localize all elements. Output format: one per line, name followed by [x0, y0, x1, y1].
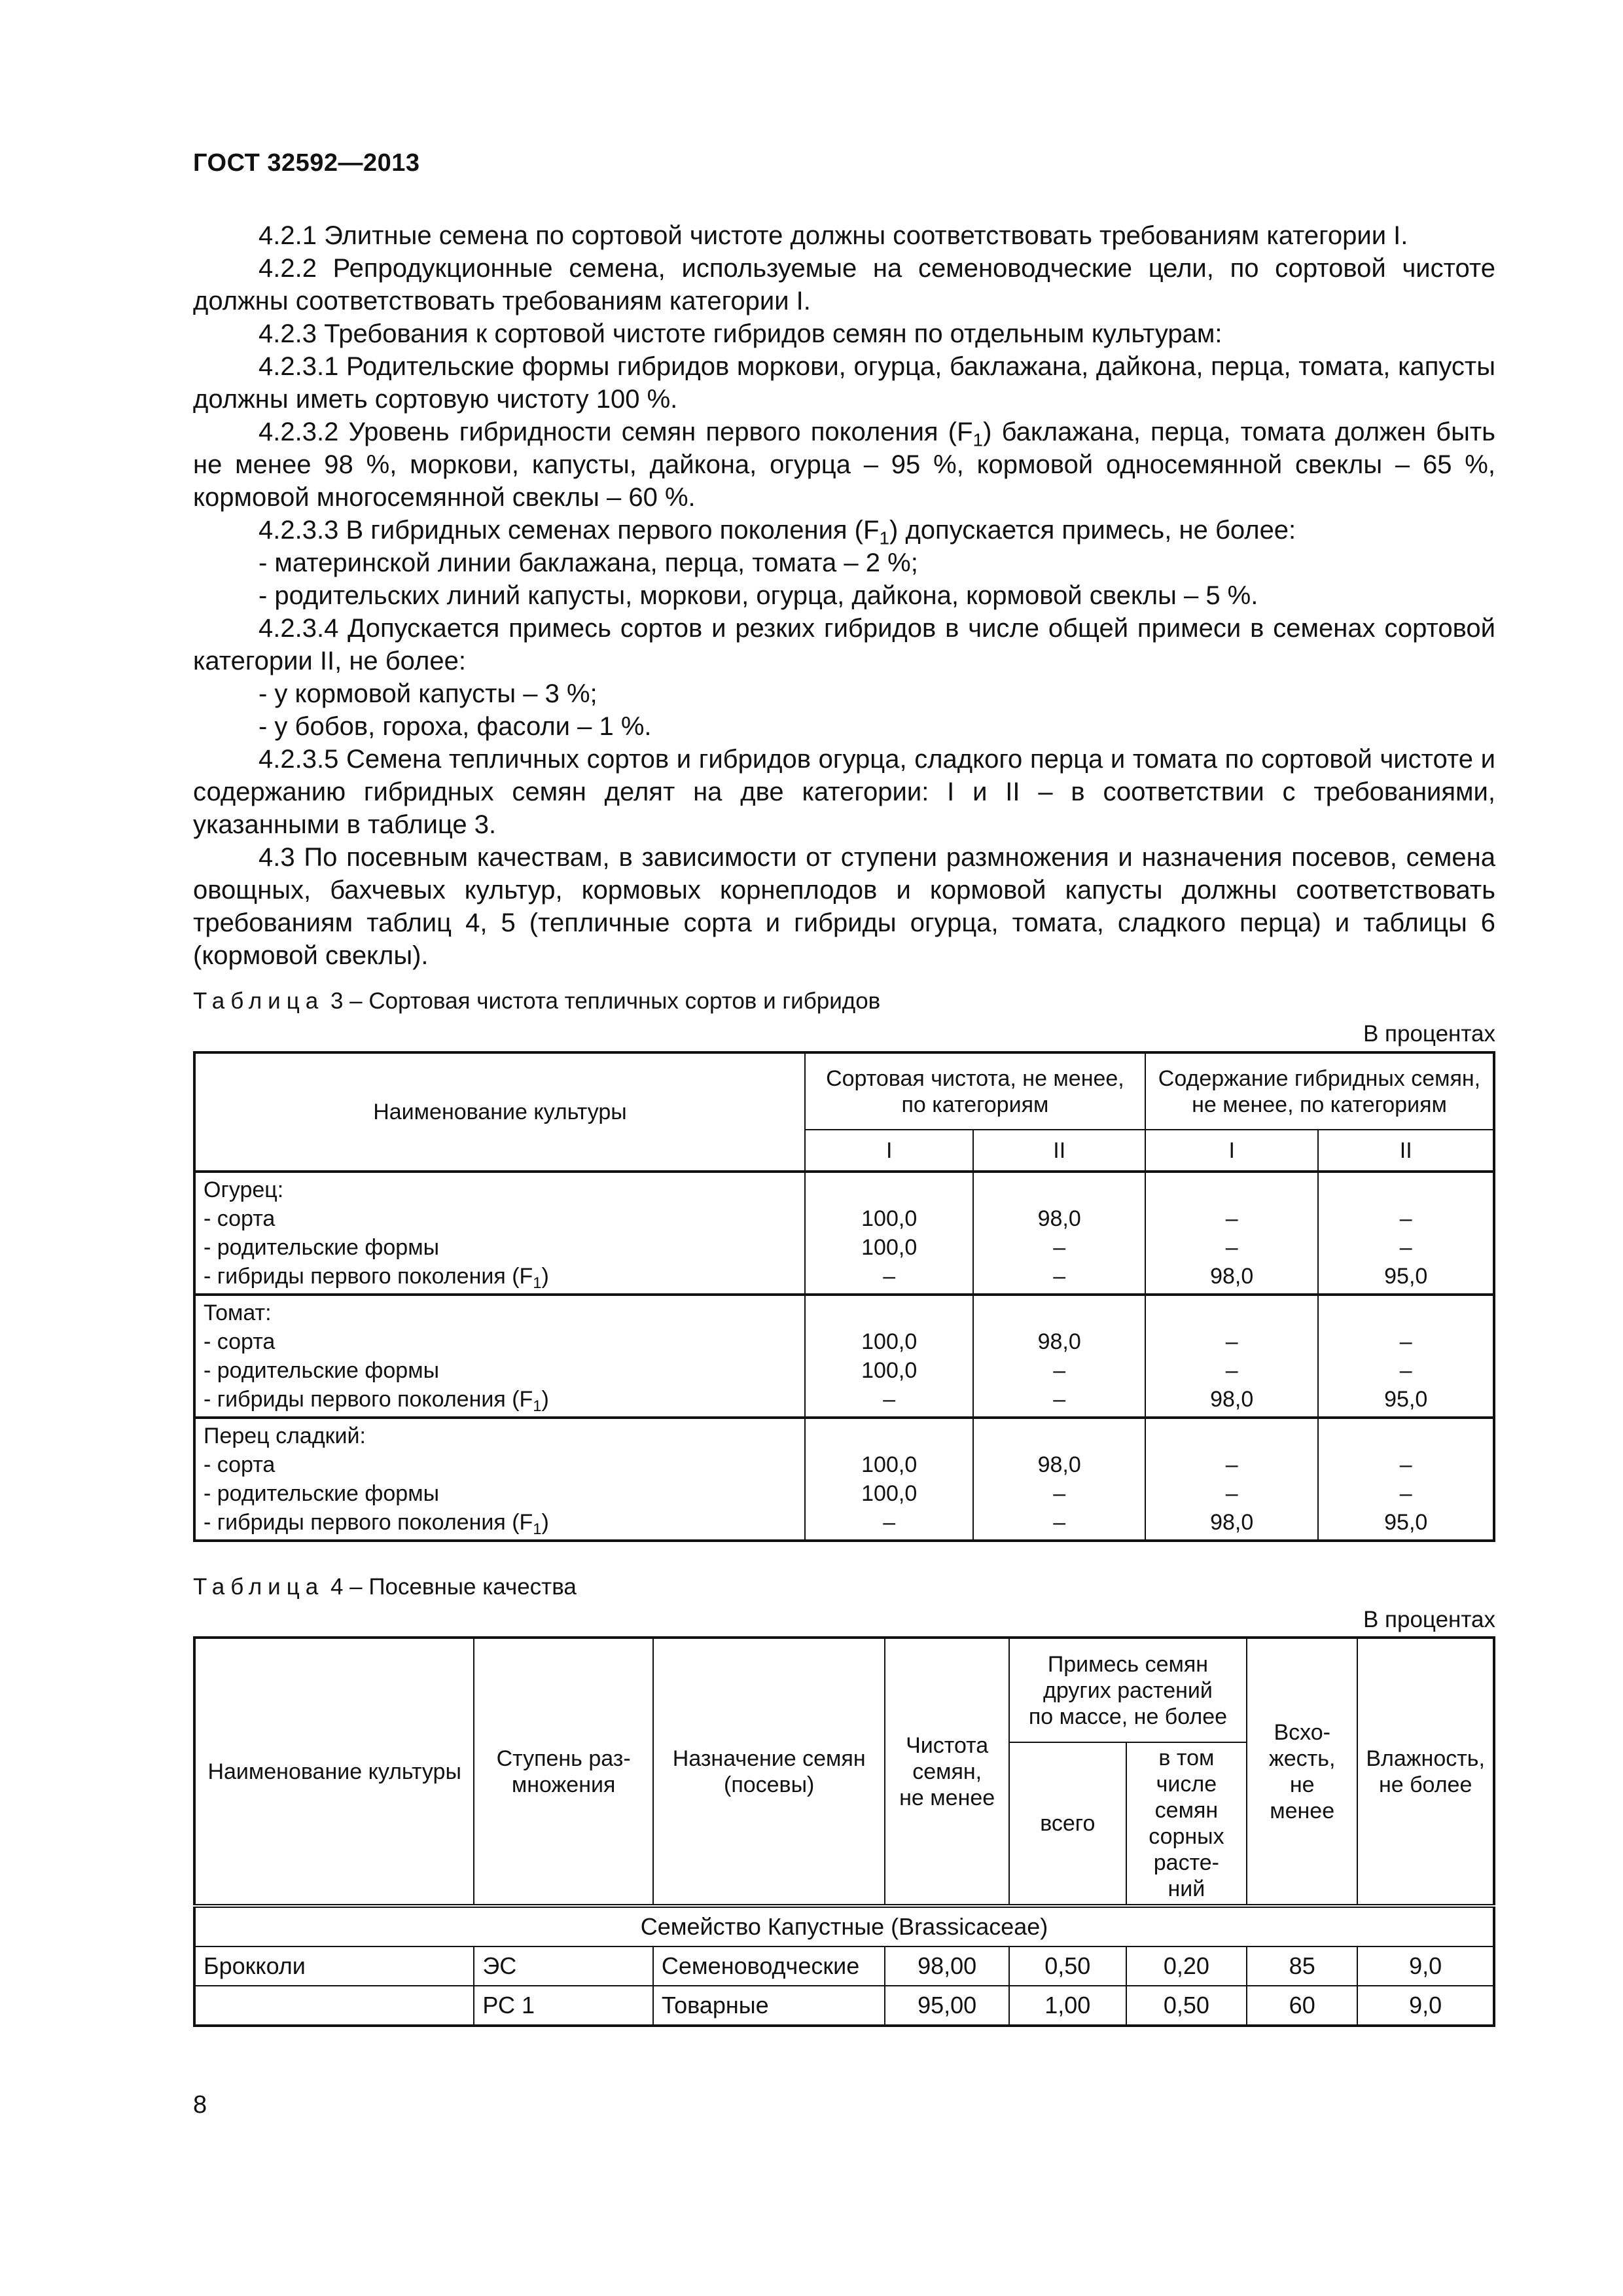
row-name: - родительские формы — [204, 1235, 440, 1260]
row-name — [204, 1508, 796, 1537]
table3-value-cell — [973, 1418, 1145, 1541]
table4-caption-text: 4 – Посевные качества — [330, 1574, 577, 1600]
paragraph: 4.3 По посевным качествам, в зависимости от ступени размножения и назначения посевов, семена овощных, бахчевых культур, кормовых корнеплодов и кормовой капусты должны соответствовать требованиям таблиц 4, 5 (тепличные сорта и гибриды огурца, томата, сладкого перца) и таблицы 6 (кормовой свеклы). — [193, 843, 1495, 970]
paragraph — [193, 514, 1495, 547]
value: – — [883, 1264, 896, 1289]
paragraph-text: 4.2.3.3 В гибридных семенах первого поколения (F — [259, 516, 880, 545]
table3-header-hybrid: Содержание гибридных семян, не менее, по категориям — [1145, 1052, 1494, 1130]
paragraph-text: ) допускается примесь, не более: — [889, 516, 1296, 545]
body-text — [193, 219, 1495, 972]
value: 100,0 — [861, 1206, 918, 1231]
paragraph: - у бобов, гороха, фасоли – 1 %. — [259, 712, 652, 741]
value: – — [1399, 1481, 1412, 1506]
group-title: Огурец: — [204, 1177, 284, 1202]
value: 100,0 — [861, 1329, 918, 1354]
row-name — [204, 1385, 796, 1414]
table4-cell: 0,20 — [1126, 1946, 1247, 1986]
row-name: - сорта — [204, 1206, 276, 1231]
table3-value-cell — [1318, 1172, 1494, 1295]
table3 — [193, 1051, 1495, 1542]
table3-caption-word: Таблица — [193, 988, 325, 1014]
table-row — [194, 1986, 1494, 2026]
paragraph — [193, 416, 1495, 514]
table4-header-weeds: в том числе семян сорных расте- ний — [1126, 1742, 1247, 1906]
paragraph: 4.2.3 Требования к сортовой чистоте гибридов семян по отдельным культурам: — [259, 319, 1222, 348]
value: – — [1399, 1358, 1412, 1383]
table4-cell: Брокколи — [194, 1946, 474, 1986]
subscript: 1 — [972, 429, 984, 450]
row-name: - родительские формы — [204, 1358, 440, 1383]
row-name-text: - гибриды первого поколения (F — [204, 1264, 533, 1289]
table4-header-purity: Чистота семян, не менее — [885, 1638, 1008, 1906]
table4-cell: 9,0 — [1357, 1986, 1494, 2026]
value: – — [1053, 1235, 1066, 1260]
table4-cell: 1,00 — [1009, 1986, 1126, 2026]
value: 100,0 — [861, 1358, 918, 1383]
paragraph-text: ) баклажана, перца, томата должен быть не менее 98 %, моркови, капусты, дайкона, огурца – 95 %, кормовой односемянной свеклы – 65 %, кормовой многосемянной свеклы – 60 %. — [193, 418, 1495, 512]
blank-line — [982, 1299, 1136, 1327]
value: – — [1053, 1358, 1066, 1383]
table3-name-cell — [194, 1295, 805, 1418]
table3-value-cell — [805, 1295, 974, 1418]
paragraph: 4.2.1 Элитные семена по сортовой чистоте должны соответствовать требованиям категории I. — [259, 221, 1408, 250]
table4-cell: 85 — [1247, 1946, 1357, 1986]
table3-value-cell — [973, 1295, 1145, 1418]
paragraph: 4.2.3.1 Родительские формы гибридов моркови, огурца, баклажана, дайкона, перца, томата, капусты должны иметь сортовую чистоту 100 %. — [193, 352, 1495, 414]
row-name-text: ) — [541, 1264, 549, 1289]
paragraph: - у кормовой капусты – 3 %; — [259, 679, 597, 708]
row-name-text: ) — [541, 1510, 549, 1535]
subscript: 1 — [533, 1397, 542, 1416]
table4-caption-word: Таблица — [193, 1574, 325, 1600]
value: – — [1225, 1329, 1238, 1354]
paragraph: 4.2.3.5 Семена тепличных сортов и гибридов огурца, сладкого перца и томата по сортовой чистоте и содержанию гибридных семян делят на две категории: I и II – в соответствии с требованиями, указанными в таблице 3. — [193, 745, 1495, 839]
value: – — [883, 1510, 896, 1535]
value: 100,0 — [861, 1481, 918, 1506]
table3-value-cell — [1145, 1418, 1319, 1541]
blank-line — [1154, 1175, 1310, 1204]
table3-value-cell — [1318, 1295, 1494, 1418]
table3-group — [194, 1172, 1494, 1295]
blank-line — [1327, 1422, 1485, 1450]
table3-name-cell — [194, 1418, 805, 1541]
table4-header-total: всего — [1009, 1742, 1126, 1906]
value: 95,0 — [1384, 1510, 1428, 1535]
subscript: 1 — [879, 528, 890, 548]
value: 100,0 — [861, 1452, 918, 1477]
row-name-text: ) — [541, 1387, 549, 1412]
row-name-text: - гибриды первого поколения (F — [204, 1510, 533, 1535]
table4-cell: 95,00 — [885, 1986, 1008, 2026]
subscript: 1 — [533, 1520, 542, 1539]
row-name — [204, 1262, 796, 1291]
table3-header-hybrid-cat2: II — [1318, 1130, 1494, 1172]
table4-cell: ЭС — [474, 1946, 653, 1986]
paragraph: 4.2.3.4 Допускается примесь сортов и резких гибридов в числе общей примеси в семенах сортовой категории II, не более: — [193, 614, 1495, 675]
table4-cell: 0,50 — [1126, 1986, 1247, 2026]
table3-header-purity-cat1: I — [805, 1130, 974, 1172]
table3-value-cell — [973, 1172, 1145, 1295]
blank-line — [1154, 1422, 1310, 1450]
table3-value-cell — [805, 1172, 974, 1295]
value: 100,0 — [861, 1235, 918, 1260]
value: – — [1225, 1481, 1238, 1506]
row-name-text: - гибриды первого поколения (F — [204, 1387, 533, 1412]
table4-cell: 9,0 — [1357, 1946, 1494, 1986]
blank-line — [982, 1422, 1136, 1450]
value: – — [1399, 1235, 1412, 1260]
table4-units: В процентах — [1363, 1607, 1495, 1632]
table3-value-cell — [1145, 1295, 1319, 1418]
table3-header-purity: Сортовая чистота, не менее, по категориям — [805, 1052, 1145, 1130]
table3-units: В процентах — [1363, 1021, 1495, 1047]
table-row — [194, 1172, 1494, 1295]
page-number: 8 — [193, 2091, 207, 2119]
table3-group — [194, 1418, 1494, 1541]
value: – — [1053, 1387, 1066, 1412]
table4-header-admixture: Примесь семян других растений по массе, не более — [1009, 1638, 1247, 1742]
table3-header-hybrid-cat1: I — [1145, 1130, 1319, 1172]
value: 98,0 — [1037, 1452, 1081, 1477]
blank-line — [1327, 1299, 1485, 1327]
value: – — [1225, 1235, 1238, 1260]
table3-header-purity-cat2: II — [973, 1130, 1145, 1172]
table4-header-moisture: Влажность, не более — [1357, 1638, 1494, 1906]
value: 98,0 — [1037, 1206, 1081, 1231]
table4-header-stage: Ступень раз- множения — [474, 1638, 653, 1906]
subscript: 1 — [533, 1274, 542, 1293]
value: – — [1225, 1206, 1238, 1231]
blank-line — [813, 1299, 965, 1327]
blank-line — [1327, 1175, 1485, 1204]
paragraph-text: 4.2.3.2 Уровень гибридности семян первого поколения (F — [259, 418, 973, 446]
table-row — [194, 1946, 1494, 1986]
value: – — [1399, 1206, 1412, 1231]
table3-caption — [193, 988, 880, 1014]
table3-value-cell — [1145, 1172, 1319, 1295]
value: – — [1053, 1264, 1066, 1289]
table4-header-purpose: Назначение семян (посевы) — [653, 1638, 885, 1906]
table4 — [193, 1636, 1495, 2027]
blank-line — [982, 1175, 1136, 1204]
value: – — [1225, 1358, 1238, 1383]
table-row — [194, 1418, 1494, 1541]
row-name: - родительские формы — [204, 1481, 440, 1506]
blank-line — [813, 1422, 965, 1450]
table4-family-row: Семейство Капустные (Brassicaceae) — [194, 1906, 1494, 1946]
value: 95,0 — [1384, 1264, 1428, 1289]
table3-caption-text: 3 – Сортовая чистота тепличных сортов и гибридов — [330, 988, 881, 1014]
table4-cell: 98,00 — [885, 1946, 1008, 1986]
value: 98,0 — [1210, 1387, 1254, 1412]
table4-header-name: Наименование культуры — [194, 1638, 474, 1906]
value: – — [1053, 1481, 1066, 1506]
table3-value-cell — [805, 1418, 974, 1541]
value: 98,0 — [1210, 1264, 1254, 1289]
value: – — [1225, 1452, 1238, 1477]
table-row — [194, 1295, 1494, 1418]
paragraph: - родительских линий капусты, моркови, огурца, дайкона, кормовой свеклы – 5 %. — [259, 581, 1258, 610]
row-name: - сорта — [204, 1329, 276, 1354]
row-name: - сорта — [204, 1452, 276, 1477]
table4-cell: Семеноводческие — [653, 1946, 885, 1986]
table4-cell: 60 — [1247, 1986, 1357, 2026]
table4-cell — [194, 1986, 474, 2026]
table4-cell: 0,50 — [1009, 1946, 1126, 1986]
group-title: Перец сладкий: — [204, 1424, 366, 1448]
value: – — [1053, 1510, 1066, 1535]
paragraph: 4.2.2 Репродукционные семена, используемые на семеноводческие цели, по сортовой чистоте должны соответствовать требованиям категории I. — [193, 254, 1495, 315]
value: – — [1399, 1329, 1412, 1354]
table3-value-cell — [1318, 1418, 1494, 1541]
value: 98,0 — [1210, 1510, 1254, 1535]
table4-cell: Товарные — [653, 1986, 885, 2026]
paragraph: - материнской линии баклажана, перца, томата – 2 %; — [259, 548, 918, 577]
value: 98,0 — [1037, 1329, 1081, 1354]
value: 95,0 — [1384, 1387, 1428, 1412]
blank-line — [813, 1175, 965, 1204]
table3-header-name: Наименование культуры — [194, 1052, 805, 1172]
document-code: ГОСТ 32592—2013 — [193, 149, 420, 177]
table4-cell: РС 1 — [474, 1986, 653, 2026]
value: – — [1399, 1452, 1412, 1477]
group-title: Томат: — [204, 1300, 272, 1325]
table3-group — [194, 1295, 1494, 1418]
table4-header-germination: Всхо- жесть, не менее — [1247, 1638, 1357, 1906]
table3-name-cell — [194, 1172, 805, 1295]
value: – — [883, 1387, 896, 1412]
blank-line — [1154, 1299, 1310, 1327]
table4-caption — [193, 1574, 577, 1600]
